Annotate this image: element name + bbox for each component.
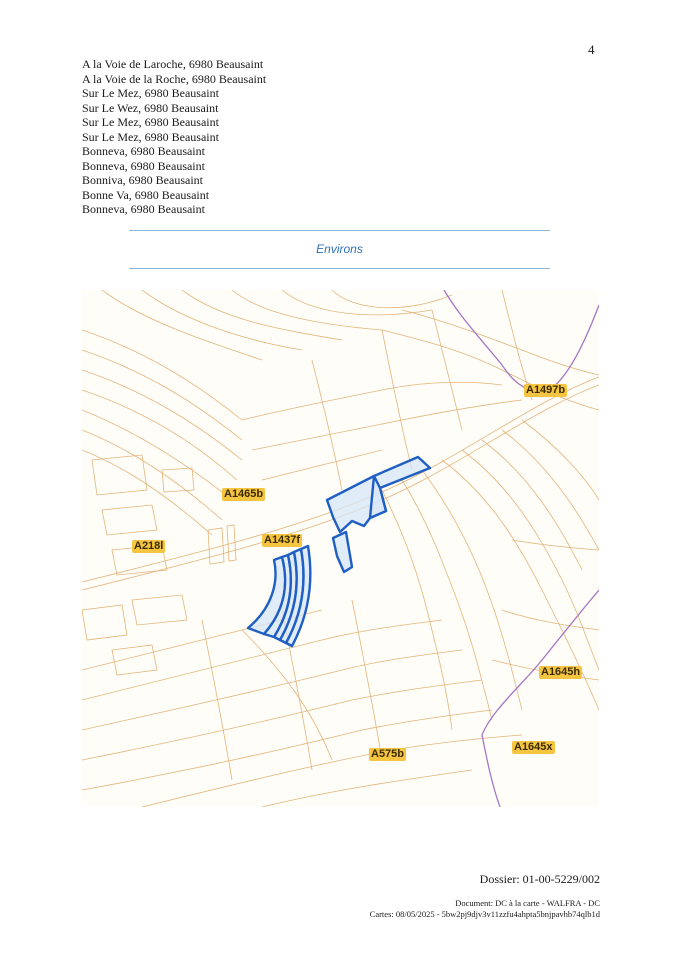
parcel-label-a1645x: A1645x [514,741,553,753]
page-number: 4 [588,42,595,57]
address-item: Bonne Va, 6980 Beausaint [82,187,210,202]
address-item: Sur Le Wez, 6980 Beausaint [82,100,219,115]
address-item: Bonneva, 6980 Beausaint [82,144,205,158]
parcel-label-a1465b: A1465b [224,488,264,500]
parcel-label-a1645h: A1645h [541,666,581,678]
boundary-lines [444,290,599,807]
address-item: A la Voie de Laroche, 6980 Beausaint [82,57,264,71]
section-divider-top [129,230,550,231]
document-reference: Document: DC à la carte - WALFRA - DC [455,898,600,908]
highlighted-parcels [248,457,430,646]
parcel-label-a218i: A218l [134,540,164,552]
address-item: Sur Le Mez, 6980 Beausaint [82,115,219,129]
cartes-reference: Cartes: 08/05/2025 - 5bw2pj9djv3v11zzfu4ahpta5bnjpavhb74qlb1d [369,909,600,919]
address-item: Sur Le Mez, 6980 Beausaint [82,129,219,144]
address-item: Bonneva, 6980 Beausaint [82,158,205,173]
cadastral-map[interactable] [82,290,599,807]
parcel-label-a1497b: A1497b [526,384,566,396]
section-divider-bottom [129,268,550,269]
address-list [82,57,266,217]
section-title: Environs [316,242,363,256]
dossier-reference: Dossier: 01-00-5229/002 [479,872,600,886]
address-item: Sur Le Mez, 6980 Beausaint [82,86,219,100]
parcel-label-a1437f: A1437f [264,534,301,546]
parcel-label-a575b: A575b [371,748,405,760]
address-item: Bonniva, 6980 Beausaint [82,173,203,187]
address-item: Bonneva, 6980 Beausaint [82,202,205,216]
address-item: A la Voie de la Roche, 6980 Beausaint [82,71,267,86]
